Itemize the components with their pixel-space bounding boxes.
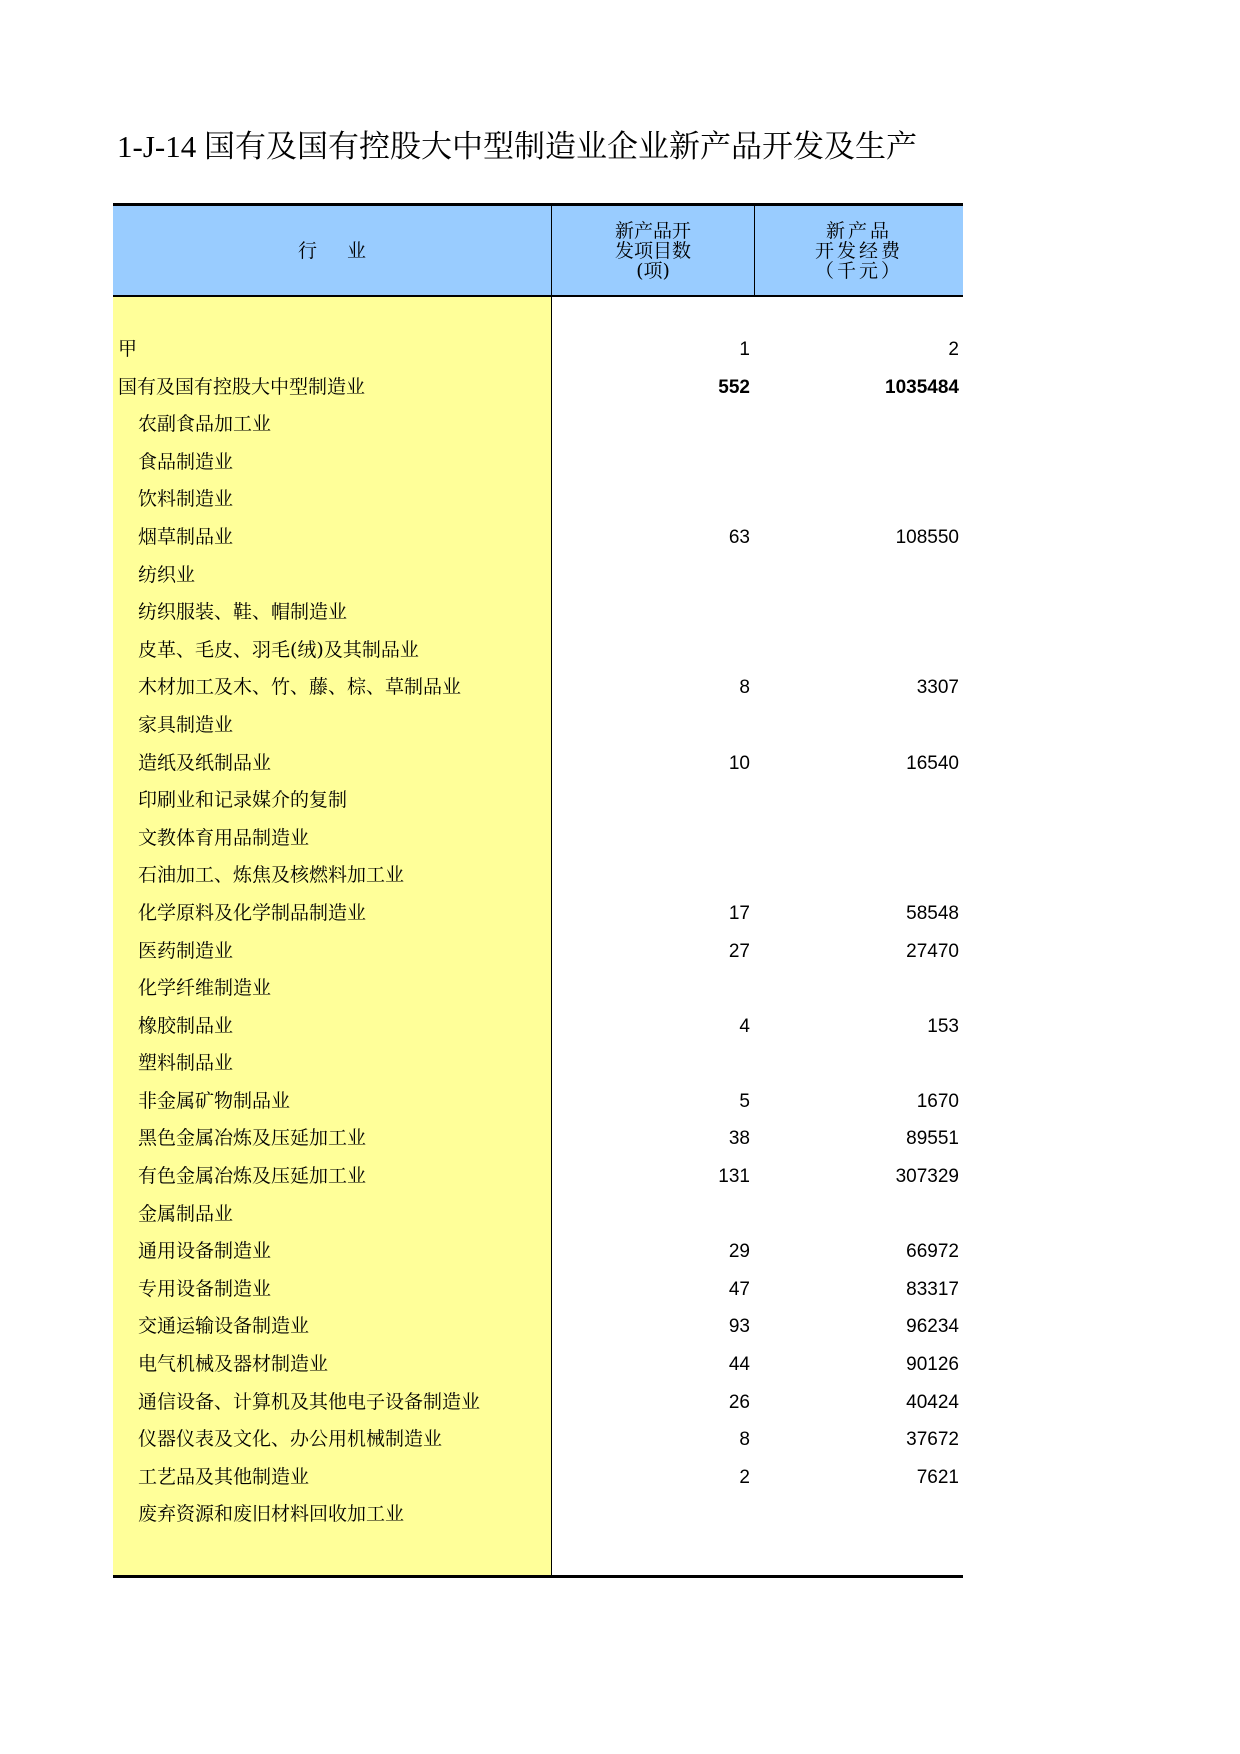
- industry-name: 工艺品及其他制造业: [138, 1465, 310, 1488]
- table-row: [113, 1233, 963, 1271]
- industry-name: 家具制造业: [138, 713, 234, 736]
- industry-name: 非金属矿物制品业: [138, 1089, 291, 1112]
- industry-name: 电气机械及器材制造业: [138, 1353, 329, 1376]
- dev-expense-cell: 66972: [906, 1241, 959, 1263]
- table-row: [113, 669, 963, 707]
- project-count-cell: [552, 1196, 750, 1234]
- dev-expense-cell: 16540: [906, 752, 959, 774]
- project-count-cell: 5: [739, 1090, 750, 1112]
- table-row: [113, 1083, 963, 1121]
- industry-name: 通信设备、计算机及其他电子设备制造业: [138, 1390, 481, 1413]
- project-count-cell: 8: [739, 1429, 750, 1451]
- industry-name: 仪器仪表及文化、办公用机械制造业: [138, 1428, 443, 1451]
- dev-expense-cell: 40424: [906, 1391, 959, 1413]
- table-row: [113, 1196, 963, 1234]
- dev-expense-cell: 27470: [906, 940, 959, 962]
- header-dev-expense-unit: （千元）: [814, 259, 903, 282]
- dev-expense-cell: [755, 632, 959, 670]
- table-row: [113, 1008, 963, 1046]
- project-count-cell: 47: [728, 1278, 750, 1300]
- project-count-cell: 8: [739, 677, 750, 699]
- table-row: [113, 1346, 963, 1384]
- table-row: [113, 820, 963, 858]
- industry-name: 农副食品加工业: [138, 413, 272, 436]
- table-row: [113, 406, 963, 444]
- dev-expense-cell: [755, 594, 959, 632]
- dev-expense-cell: 83317: [906, 1278, 959, 1300]
- project-count-cell: 44: [728, 1354, 750, 1376]
- industry-name: 化学纤维制造业: [138, 977, 272, 1000]
- header-industry: 行业: [297, 239, 396, 262]
- industry-name: 交通运输设备制造业: [138, 1315, 310, 1338]
- industry-name: 纺织服装、鞋、帽制造业: [138, 601, 348, 624]
- project-count-cell: [552, 1496, 750, 1534]
- dev-expense-cell: 1035484: [885, 376, 959, 398]
- project-count-cell: [552, 820, 750, 858]
- data-table: [113, 203, 963, 1578]
- table-row: [113, 1459, 963, 1497]
- project-count-cell: 10: [728, 752, 750, 774]
- table-row: [113, 594, 963, 632]
- table-row: [113, 1120, 963, 1158]
- table-row: [113, 1384, 963, 1422]
- industry-name: 印刷业和记录媒介的复制: [138, 789, 348, 812]
- project-count-cell: 93: [728, 1316, 750, 1338]
- dev-expense-cell: 58548: [906, 902, 959, 924]
- industry-name: 专用设备制造业: [138, 1277, 272, 1300]
- industry-name: 有色金属冶炼及压延加工业: [138, 1165, 367, 1188]
- table-body: [113, 331, 963, 1534]
- project-count-cell: 1: [739, 339, 750, 360]
- project-count-cell: 26: [728, 1391, 750, 1413]
- industry-name: 橡胶制品业: [138, 1014, 234, 1037]
- table-row: [113, 745, 963, 783]
- dev-expense-cell: 307329: [895, 1166, 959, 1188]
- table-row: [113, 1421, 963, 1459]
- project-count-cell: [552, 406, 750, 444]
- header-project-count-unit: (项): [636, 259, 670, 282]
- industry-name: 甲: [118, 338, 138, 360]
- dev-expense-cell: 90126: [906, 1354, 959, 1376]
- project-count-cell: 38: [728, 1128, 750, 1150]
- industry-name: 纺织业: [138, 563, 196, 586]
- dev-expense-cell: [755, 782, 959, 820]
- dev-expense-cell: [755, 707, 959, 745]
- project-count-cell: [552, 782, 750, 820]
- industry-name: 石油加工、炼焦及核燃料加工业: [138, 864, 405, 887]
- industry-name: 废弃资源和废旧材料回收加工业: [138, 1503, 405, 1526]
- project-count-cell: [552, 632, 750, 670]
- dev-expense-cell: 153: [927, 1015, 959, 1037]
- project-count-cell: 29: [728, 1241, 750, 1263]
- dev-expense-cell: [755, 481, 959, 519]
- dev-expense-cell: 108550: [895, 526, 959, 548]
- industry-name: 烟草制品业: [138, 525, 234, 548]
- header-project-count-line: 发项目数: [614, 239, 691, 262]
- header-dev-expense-line: 开发经费: [814, 239, 903, 262]
- industry-name: 金属制品业: [138, 1202, 234, 1225]
- industry-name: 饮料制造业: [138, 488, 234, 511]
- dev-expense-cell: [755, 857, 959, 895]
- table-row: [113, 1158, 963, 1196]
- header-dev-expense-line: 新产品: [825, 219, 892, 242]
- dev-expense-cell: 89551: [906, 1128, 959, 1150]
- industry-name: 文教体育用品制造业: [138, 826, 310, 849]
- project-count-cell: 4: [739, 1015, 750, 1037]
- dev-expense-cell: 7621: [916, 1466, 959, 1488]
- table-row: [113, 857, 963, 895]
- dev-expense-cell: [755, 1196, 959, 1234]
- industry-name: 黑色金属冶炼及压延加工业: [138, 1127, 367, 1150]
- project-count-cell: 17: [728, 902, 750, 924]
- project-count-cell: 27: [728, 940, 750, 962]
- table-bottom-rule: [113, 1575, 963, 1578]
- project-count-cell: 131: [718, 1166, 750, 1188]
- table-row: [113, 970, 963, 1008]
- table-row: [113, 444, 963, 482]
- dev-expense-cell: 1670: [916, 1090, 959, 1112]
- table-row: [113, 1045, 963, 1083]
- header-project-count-line: 新产品开: [614, 219, 691, 242]
- dev-expense-cell: 37672: [906, 1429, 959, 1451]
- dev-expense-cell: [755, 557, 959, 595]
- table-row: [113, 481, 963, 519]
- project-count-cell: [552, 1045, 750, 1083]
- project-count-cell: [552, 444, 750, 482]
- industry-name: 通用设备制造业: [138, 1240, 272, 1263]
- industry-name: 塑料制品业: [138, 1052, 234, 1075]
- project-count-cell: 2: [739, 1466, 750, 1488]
- industry-name: 造纸及纸制品业: [138, 751, 272, 774]
- industry-name: 国有及国有控股大中型制造业: [118, 375, 366, 398]
- header-project-count: [552, 206, 754, 295]
- industry-name: 医药制造业: [138, 939, 234, 962]
- page-title: 1-J-14 国有及国有控股大中型制造业企业新产品开发及生产: [117, 129, 917, 164]
- project-count-cell: [552, 557, 750, 595]
- dev-expense-cell: [755, 820, 959, 858]
- industry-name: 木材加工及木、竹、藤、棕、草制品业: [138, 676, 462, 699]
- dev-expense-cell: 2: [948, 339, 959, 360]
- project-count-cell: 552: [718, 376, 750, 398]
- table-row: [113, 519, 963, 557]
- table-row: [113, 933, 963, 971]
- header-dev-expense: [755, 206, 963, 295]
- project-count-cell: [552, 481, 750, 519]
- project-count-cell: 63: [728, 526, 750, 548]
- project-count-cell: [552, 707, 750, 745]
- project-count-cell: [552, 857, 750, 895]
- dev-expense-cell: [755, 970, 959, 1008]
- project-count-cell: [552, 970, 750, 1008]
- dev-expense-cell: [755, 406, 959, 444]
- industry-name: 皮革、毛皮、羽毛(绒)及其制品业: [138, 638, 419, 661]
- dev-expense-cell: [755, 444, 959, 482]
- industry-name: 化学原料及化学制品制造业: [138, 901, 367, 924]
- table-row: [113, 331, 963, 369]
- header-bottom-rule: [113, 295, 963, 297]
- table-row: [113, 369, 963, 407]
- table-row: [113, 632, 963, 670]
- table-row: [113, 557, 963, 595]
- table-row: [113, 1496, 963, 1534]
- table-row: [113, 1271, 963, 1309]
- project-count-cell: [552, 594, 750, 632]
- dev-expense-cell: 3307: [916, 677, 959, 699]
- table-row: [113, 707, 963, 745]
- industry-name: 食品制造业: [138, 450, 234, 473]
- table-row: [113, 782, 963, 820]
- table-row: [113, 1308, 963, 1346]
- dev-expense-cell: 96234: [906, 1316, 959, 1338]
- table-row: [113, 895, 963, 933]
- dev-expense-cell: [755, 1045, 959, 1083]
- dev-expense-cell: [755, 1496, 959, 1534]
